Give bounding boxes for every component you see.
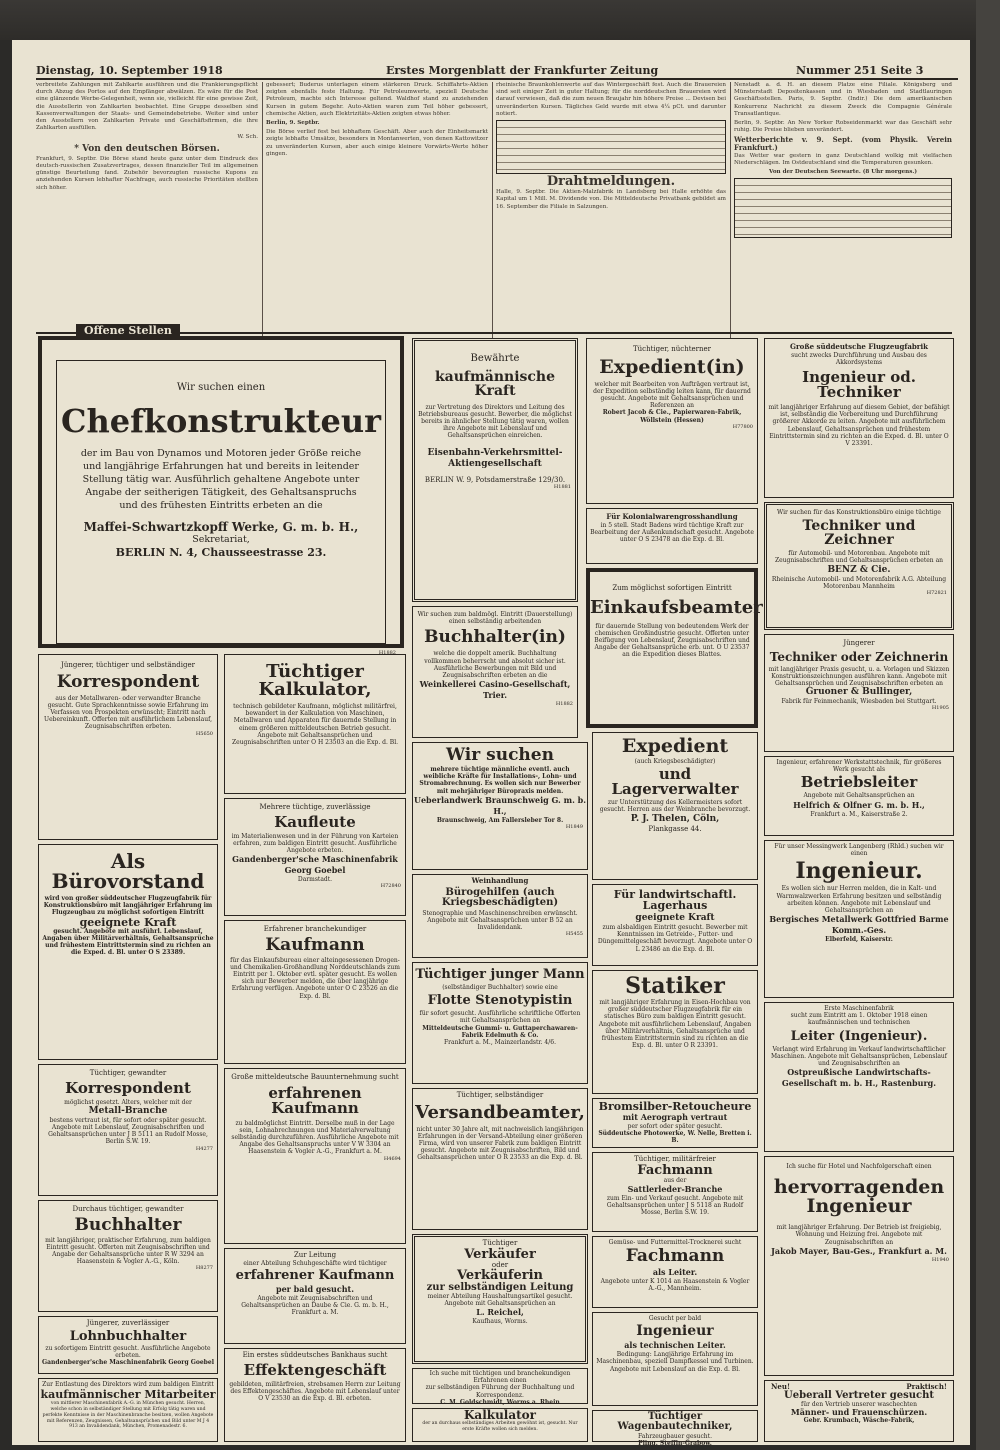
- ad-intro: Wir suchen einen: [176, 382, 266, 393]
- ad-bueroverwalter-flug: [38, 844, 218, 1060]
- ad-body: zur selbständigen Führung der Buchhaltung und Korrespondenz.: [425, 1384, 575, 1399]
- ad-body: mit langjähriger, praktischer Erfahrung, zum baldigen Eintritt gesucht. Offerten mit Zeugnisabschriften und Angabe der Gehaltsansprüche unter R W 3294 an Haasenstein & Vogler A.-G., Köln.: [45, 1236, 211, 1266]
- column-4-heading: Wetterberichte v. 9. Sept. (vom Physik. Verein Frankfurt.): [734, 135, 952, 152]
- ad-wir-suchen: [412, 742, 588, 870]
- ad-intro: Tüchtiger, nüchterner: [632, 345, 712, 353]
- ad-headline: Lohnbuchhalter: [69, 1328, 187, 1344]
- ad-intro: Für Kolonialwarengrosshandlung: [606, 512, 738, 521]
- ad-headline: Kaufleute: [274, 812, 356, 831]
- ad-headline: Tüchtiger Wagenbautechniker,: [617, 1411, 733, 1432]
- ad-company: Gandenberger'sche Maschinenfabrik Georg Goebel: [42, 1358, 214, 1366]
- ad-bromsilber: [592, 1098, 758, 1148]
- column-divider: [262, 82, 263, 338]
- ad-company: Süddeutsche Photowerke, W. Nelle, Bretten i. B.: [598, 1130, 752, 1145]
- ad-reference: H77800: [732, 423, 753, 430]
- ad-body-2: Angebote mit Zeugnisabschriften und Gehaltsansprüchen an Daube & Cie. G. m. b. H., Frankfurt a. M.: [241, 1294, 389, 1317]
- ad-address: Fabrik für Feinmechanik, Wiesbaden bei Stuttgart.: [781, 698, 937, 706]
- ad-body: aus der Metallwaren- oder verwandter Branche gesucht. Gute Sprachkenntnisse sowie Erfahrung im Verfassen von Prospekten erwünscht; Eintritt nach Uebereinkunft. Offerten mit ausführlichem Lebenslauf, Zeugnisabschriften erbeten.: [44, 694, 212, 731]
- ad-body: zur Vertretung des Direktors und Leitung des Betriebsbureaus gesucht. Bewerber, die möglichst bereits in ähnlicher Stellung tätig waren, wollen ihre Angebote mit Lebenslauf und Gehaltsansprüchen einreichen.: [418, 403, 572, 440]
- ad-headline: Bürogehilfen (auch Kriegsbeschädigten): [441, 886, 559, 908]
- ad-intro: Große süddeutsche Flugzeugfabrik: [790, 342, 928, 351]
- header-paper-name: Erstes Morgenblatt der Frankfurter Zeitung: [386, 64, 659, 77]
- ad-reference: H5650: [195, 730, 213, 737]
- text-column-4: [734, 82, 952, 332]
- ad-kaufm-mitarbeiter: [38, 1378, 218, 1442]
- ad-hervorragenden-ingenieur: [764, 1156, 954, 1376]
- ad-headline: Tüchtiger Kalkulator,: [258, 661, 372, 700]
- ad-headline: kaufmännische Kraft: [434, 368, 556, 399]
- ad-headline: Fachmann: [637, 1162, 713, 1178]
- ad-highlight: mit Aerograph vertraut: [622, 1112, 728, 1122]
- ad-reference: H1849: [565, 824, 583, 831]
- ad-department: Sekretariat,: [192, 534, 250, 545]
- ad-intro: Gesucht per bald: [648, 1315, 702, 1322]
- ad-subtitle: sucht zwecks Durchführung und Ausbau des Akkordsystems: [791, 351, 927, 366]
- ad-intro: Jüngerer, tüchtiger und selbständiger: [61, 661, 195, 669]
- ad-effektengeschaeft: [224, 1348, 406, 1442]
- ad-techniker-zeichnerin: [764, 634, 954, 752]
- ad-body: mit langjähriger Erfahrung in Eisen-Hochbau von großer süddeutscher Flugzeugfabrik für ein statisches Büro zum baldigen Eintritt gesucht. Angebote mit ausführlichem Lebenslauf, Angaben über Militärverhältnis, Gehaltsansprüche und frühestem Eintrittstermin sind zu richten an die Exp. d. Bl. unter O R 23391.: [598, 999, 752, 1050]
- column-3-paragraph-2: Halle, 9. Septbr. Die Aktien-Malzfabrik in Landsberg bei Halle erhöhte das Kapital um 1 Mill. M. Dividende von. Die Mitteldeutsche Privatbank gebildet am 16. September die Filiale in Salzungen.: [496, 189, 726, 210]
- ad-body-2: für sofort gesucht. Ausführliche schriftliche Offerten mit Gehaltsansprüchen an: [419, 1010, 581, 1025]
- ad-highlight: geeignete Kraft: [79, 915, 177, 929]
- ad-reference: H4694: [383, 1155, 401, 1162]
- ad-headline: erfahrenen Kaufmann: [268, 1083, 362, 1117]
- ad-intro: Für unser Messingwerk Langenberg (Rhld.) suchen wir einen: [774, 843, 944, 858]
- ad-subtitle: aus der: [663, 1176, 687, 1184]
- ad-headline-2: Flotte Stenotypistin: [427, 993, 573, 1009]
- ad-headline: Ingenieur od. Techniker: [802, 367, 916, 401]
- ad-reference: H72821: [926, 590, 947, 597]
- ad-intro: Tüchtiger: [482, 1239, 518, 1247]
- ad-reference: H5455: [565, 931, 583, 938]
- ad-company: L. Reichel,: [476, 1307, 524, 1318]
- weather-table-title: Von der Deutschen Seewarte. (8 Uhr morgens.): [769, 169, 917, 176]
- ad-intro: Zur Leitung: [293, 1251, 337, 1259]
- ad-goldschmidt: [412, 1368, 588, 1404]
- ad-body: meiner Abteilung Haushaltungsartikel gesucht. Angebote mit Gehaltsansprüchen an: [427, 1293, 573, 1308]
- ad-techniker-zeichner: [764, 502, 954, 630]
- ad-headline: Tüchtiger junger Mann: [415, 967, 585, 982]
- ad-verkaeufer: [412, 1234, 588, 1364]
- ad-kalkulator-1: [224, 654, 406, 794]
- ad-kaufleute: [224, 798, 406, 916]
- ad-company: BENZ & Cie.: [827, 564, 891, 575]
- ad-headline-2: und Lagerverwalter: [611, 765, 739, 799]
- ad-headline: Für landwirtschaftl. Lagerhaus: [613, 888, 737, 912]
- column-1-heading: * Von den deutschen Börsen.: [74, 143, 220, 154]
- ad-company: Gruoner & Bullinger,: [805, 687, 913, 698]
- scan-right-edge: [976, 0, 1000, 1450]
- ad-headline: Ueberall Vertreter gesucht: [784, 1390, 934, 1401]
- ad-body: Fahrzeugbauer gesucht.: [638, 1433, 712, 1440]
- ad-buchhalter: [38, 1200, 218, 1312]
- ad-lagerhaus: [592, 884, 758, 966]
- ad-intro: Zum möglichst sofortigen Eintritt: [612, 584, 732, 592]
- column-2-heading: Berlin, 9. Septbr.: [266, 120, 320, 127]
- ad-body: mit langjähriger Praxis gesucht, u. a. Vorlagen und Skizzen Konstruktionszeichnungen ausführen kann. Angebote mit Gehaltsansprüchen und Zeugnisabschriften erbeten an: [768, 665, 950, 687]
- ad-headline: Statiker: [625, 973, 725, 999]
- ad-intro: Tüchtiger, gewandter: [89, 1069, 167, 1077]
- ad-headline: Einkaufsbeamter: [590, 596, 763, 618]
- ad-headline: Betriebsleiter: [800, 773, 918, 792]
- ad-intro: Weinhandlung: [471, 876, 529, 885]
- ad-body: technisch gebildeter Kaufmann, möglichst militärfrei, bewandert in der Kalkulation von Maschinen, Metallwaren und Apparaten für dauernde Stellung in einem größeren mitteldeutschen Betrieb gesucht. Angebote mit Gehaltsansprüchen und Zeugnisabschriften unter O H 23503 an die Exp. d. Bl.: [231, 703, 399, 747]
- ad-intro: Erfahrener branchekundiger: [263, 925, 367, 933]
- ad-company: Bergisches Metallwerk Gottfried Barme Komm.-Ges.: [769, 914, 949, 936]
- ad-lohnbuchhalter: [38, 1316, 218, 1374]
- ad-address: BERLIN W. 9, Potsdamerstraße 129/30.: [424, 475, 566, 484]
- column-3-paragraph: rheinische Braunkohlenwerte auf das Wintergeschäft fest. Auch die Brauereien sind seit einiger Zeit in guter Haltung; für die norddeutschen Brauereien wird darauf verwiesen, daß die zum neuen Braujahr hin höhere Preise ... Devisen bei unveränderten Kursen. Tägliches Geld wurde mit etwa 4¼ pCt. und darunter notiert.: [496, 82, 726, 117]
- ad-wagenbautechniker: [592, 1410, 758, 1448]
- ad-kolonialwaren: [586, 508, 758, 564]
- ad-body: für Automobil- und Motorenbau. Angebote mit Zeugnisabschriften und Gehaltsansprüchen erbeten an: [774, 550, 944, 565]
- ad-address: Braunschweig, Am Fallersleber Tor 8.: [436, 816, 564, 824]
- ad-reference: H1940: [931, 1256, 949, 1263]
- ad-address: Frankfurt a. M., Mainzerlandstr. 4/6.: [444, 1039, 556, 1047]
- ad-body: Angebote unter K 1014 an Haasenstein & Vogler A.-G., Mannheim.: [600, 1278, 750, 1293]
- ad-ingenieur-messingwerk: [764, 840, 954, 998]
- ad-headline: Ingenieur: [636, 1323, 714, 1340]
- ad-body: sucht zum Eintritt am 1. Oktober 1918 einen kaufmännischen und technischen: [790, 1012, 928, 1027]
- scan-top-border: [0, 0, 1000, 40]
- column-4-paragraph-2: Berlin, 9. Septbr. An New Yorker Robseidenmarkt war das Geschäft sehr ruhig. Die Preise blieben unverändert.: [734, 120, 952, 134]
- ad-address: Kaufhaus, Worms.: [472, 1318, 528, 1326]
- ad-headline: Buchhalter(in): [424, 627, 566, 648]
- ad-body: zum Ein- und Verkauf gesucht. Angebote mit Gehaltsansprüchen unter J S 5118 an Rudolf Mosse, Berlin S.W. 19.: [606, 1194, 744, 1217]
- ad-body: Es wollen sich nur Herren melden, die in Kalt- und Warmwalzwerken Erfahrung besitzen und selbständig arbeiten können. Angebote mit Lebenslauf und Gehaltsansprüchen an: [776, 885, 942, 915]
- ad-body: mit langjähriger Erfahrung auf diesem Gebiet, der befähigt ist, selbständig die Vorbereitung und Durchführung größerer Akkorde zu leiten. Angebote mit ausführlichem Lebenslauf, Gehaltsansprüchen und frühestem Eintrittstermin sind zu richten an die Exped. d. Bl. unter O V 23391.: [768, 403, 950, 447]
- ad-headline: Korrespondent: [65, 1078, 191, 1097]
- column-3-heading: Drahtmeldungen.: [546, 174, 676, 190]
- ad-body: welcher mit Bearbeiten von Aufträgen vertraut ist, der Expedition selbständig leiten kann, für dauernd gesucht. Angebote mit Gehaltsansprüchen und Referenzen an: [593, 380, 751, 410]
- ad-company: Pling. Steffin-Grabow.: [638, 1440, 712, 1448]
- ad-body: im Materialienwesen und in der Führung von Karteien erfahren, zum baldigen Eintritt gesucht. Ausführliche Angebote erbeten.: [231, 832, 399, 854]
- ad-intro: Erste Maschinenfabrik: [824, 1005, 894, 1012]
- ad-expedient: [586, 338, 758, 504]
- ad-body: wird von großer süddeutscher Flugzeugfabrik für Konstruktionsbüro mit langjähriger Erfahrung im Flugzeugbau zu möglichst sofortigen Eintritt: [43, 895, 213, 917]
- column-2-paragraph: gebessert; Buderus unterlagen einem stärkeren Druck. Schiffahrts-Aktien zeigten ebenfalls feste Haltung. Für Petroleumwerte, speziell Deutsche Petroleum, machte sich Interesse geltend. Waldhof stand zu anziehenden Kursen in gutem Begehr. Auto-Aktien waren zum Teil höher gebessert, chemische Aktien, auch Elektrizitäts-Aktien zeigten etwas höher.: [266, 82, 488, 117]
- ad-reference: H1881: [553, 484, 571, 491]
- ad-body-2: Verlangt wird Erfahrung im Verkauf landwirtschaftlicher Maschinen. Angebote mit Gehaltsansprüchen, Lebenslauf und Zeugnisabschriften an: [770, 1045, 948, 1068]
- ad-company: C. M. Goldschmidt, Worms a. Rhein: [440, 1398, 560, 1406]
- ad-korrespondent-1: [38, 654, 218, 840]
- weather-table: [734, 178, 952, 238]
- ad-kaufmaennische-kraft: [412, 338, 578, 602]
- ad-chefkonstrukteur: [38, 336, 404, 656]
- ad-company: Maffei-Schwartzkopff Werke, G. m. b. H.,: [83, 520, 359, 534]
- ad-headline: Buchhalter: [74, 1214, 182, 1235]
- ad-headline: Expedient(in): [599, 355, 745, 378]
- ad-body: möglichst gesetzt. Alters, welcher mit der: [64, 1098, 192, 1106]
- ad-headline: Expedient: [621, 735, 729, 757]
- ad-body-2: bestens vertraut ist, für sofort oder später gesucht. Angebote mit Lebenslauf, Zeugnisabschriften und Gehaltsansprüchen unter J B 5111 an Rudolf Mosse, Berlin S.W. 19.: [48, 1116, 208, 1146]
- ad-company: Eisenbahn-Verkehrsmittel-Aktiengesellschaft: [427, 447, 563, 469]
- ad-leiter-ingenieur: [764, 1002, 954, 1152]
- ad-headline-2: Verkäuferin: [457, 1268, 543, 1283]
- ad-versandbeamter: [412, 1088, 588, 1230]
- ad-headline: Kaufmann: [265, 934, 365, 955]
- ad-tag-practical: Praktisch!: [906, 1382, 947, 1391]
- ad-intro: Ein erstes süddeutsches Bankhaus sucht: [242, 1351, 388, 1359]
- text-column-2: [266, 82, 488, 332]
- ad-headline: Effektengeschäft: [243, 1360, 387, 1379]
- ad-headline: Wir suchen: [446, 745, 554, 765]
- ad-reference: H8277: [195, 1265, 213, 1272]
- ad-headline: Techniker und Zeichner: [802, 518, 916, 549]
- ad-body: zum alsbaldigen Eintritt gesucht. Bewerber mit Kenntnissen im Getreide-, Futter- und Düngemittelgeschäft bevorzugt. Angebote unter O L 23486 an die Exp. d. Bl.: [597, 924, 753, 953]
- ad-headline: Bromsilber-Retoucheure: [598, 1100, 752, 1113]
- ad-company: Gebr. Krumbach, Wäsche-Fabrik,: [803, 1417, 915, 1425]
- ad-intro: Bewährte: [470, 353, 520, 364]
- ad-ingenieur-techn-leiter: [592, 1312, 758, 1406]
- ad-address: Frankfurt a. M., Kaiserstraße 2.: [810, 810, 908, 818]
- ad-intro: Durchaus tüchtiger, gewandter: [72, 1205, 184, 1213]
- ad-body: der an durchaus selbständiges Arbeiten gewöhnt ist, gesucht. Nur erste Kräfte wollen sich melden.: [422, 1421, 578, 1432]
- ad-highlight: Sattlerleder-Branche: [627, 1183, 723, 1194]
- column-4-paragraph-3: Das Wetter war gestern in ganz Deutschland wolkig mit vielfachen Niederschlägen. Im Ostdeutschland sind die Temperaturen gesunken.: [734, 152, 952, 167]
- ad-intro: Wir suchen zum baldmögl. Eintritt (Dauerstellung) einen selbständig arbeitenden: [417, 611, 573, 626]
- ad-body: gebildeten, militärfreien, strebsamen Herrn zur Leitung des Effektengeschäftes. Angebote mit Lebenslauf unter O V 23530 an die Exp. d. Bl. erbeten.: [229, 1380, 401, 1402]
- ad-body: (selbständiger Buchhalter) sowie eine: [442, 984, 558, 991]
- ad-company: Helfrich & Olfner G. m. b. H.,: [793, 799, 925, 810]
- ad-reference: H1882: [378, 650, 396, 656]
- ad-buchhalterin: [412, 606, 578, 738]
- ad-reference: H1905: [931, 705, 949, 712]
- ad-headline: Techniker oder Zeichnerin: [769, 649, 949, 664]
- ad-subtitle: oder: [491, 1260, 509, 1269]
- ad-company: Mitteldeutsche Gummi- u. Guttaperchawaren-Fabrik Edelmuth & Co.: [422, 1024, 578, 1039]
- ad-intro: Ich suche für Hotel und Nachfolgerschaft einen: [786, 1163, 932, 1170]
- column-2-paragraph-2: Die Börse verlief fest bei lebhaftem Geschäft. Aber auch der Einheitsmarkt zeigte lebhafte Umsätze, besonders in Montanwerten, von denen Kattowitzer zu unveränderten Kursen, aber auch einige kleinere Vorwärts-Werte höher gingen.: [266, 129, 488, 157]
- ad-korrespondent-metall: [38, 1064, 218, 1196]
- ad-body: welche die doppelt amerik. Buchhaltung vollkommen beherrscht und absolut sicher ist. Ausführliche Bewerbungen mit Bild und Zeugnisabschriften erbeten an die: [424, 650, 566, 680]
- ad-reference: H72840: [380, 883, 401, 890]
- ad-body: in 5 stell. Stadt Badens wird tüchtige Kraft zur Bearbeitung der Außenkundschaft gesucht. Angebote unter O S 23478 an die Exp. d. Bl.: [590, 521, 754, 543]
- header-date: Dienstag, 10. September 1918: [36, 64, 223, 77]
- ad-address: Rheinische Automobil- und Motorenfabrik A.G. Abteilung Motorenbau Mannheim: [771, 575, 947, 590]
- ad-intro: Jüngerer, zuverlässiger: [86, 1319, 170, 1327]
- ad-body-2: gesucht. Angebote mit ausführl. Lebenslauf, Angaben über Militärverhältnis, Gehaltsansprüche und frühestem Eintrittstermin sind zu richten an die Exped. d. Bl. unter O S 23389.: [42, 927, 214, 957]
- ad-body: von mittlerer Maschinenfabrik A.-G. in München gesucht. Herren, welche schon in selbständiger Stellung mit Erfolg tätig waren und perfekte Kenntnisse in der Maschinenbranche besitzen, wollen Angebote mit Referenzen, Zeugnissen, Gehaltsansprüchen und Bild unter M J 4 913 an Invalidendank, München, Promenadestr. 6.: [42, 1401, 214, 1430]
- ad-headline: Chefkonstrukteur: [61, 402, 381, 440]
- ad-body: Bedingung: Langjährige Erfahrung im Maschinenbau, speziell Dampfkessel und Turbinen. Angebote mit Lebenslauf an die Exp. d. Bl.: [596, 1351, 754, 1373]
- ad-company: Ostpreußische Landwirtschafts-Gesellschaft m. b. H., Rastenburg.: [781, 1067, 937, 1089]
- header-page-number: Nummer 251 Seite 3: [796, 64, 924, 77]
- column-1-signature: W. Sch.: [237, 134, 258, 141]
- ad-ingenieur-techniker: [764, 338, 954, 498]
- ad-body: der im Bau von Dynamos und Motoren jeder Größe reiche und langjährige Erfahrungen hat und bereits in leitender Stellung tätig war. Ausführlich gehaltene Angebote unter Angabe der seitherigen Tätigkeit, des Gehaltsanspruchs und des frühesten Eintritts erbeten an die: [80, 448, 362, 511]
- ad-headline: Korrespondent: [56, 671, 200, 692]
- ad-body: einer Abteilung Schuhgeschäfte wird tüchtiger: [243, 1259, 387, 1267]
- market-rate-table: [496, 120, 726, 174]
- ad-body: mit langjähriger Erfahrung. Der Betrieb ist freigiebig, Wohnung und Heizung frei. Angebote mit Zeugnisabschriften an: [776, 1224, 942, 1246]
- ad-kaufmann-drogen: [224, 920, 406, 1064]
- ad-statiker: [592, 970, 758, 1094]
- column-divider: [730, 82, 731, 338]
- ad-headline: Ingenieur.: [795, 858, 923, 885]
- text-column-1: [36, 82, 258, 332]
- ad-highlight: Männer- und Frauenschürzen.: [790, 1407, 928, 1418]
- ad-body: Stenographie und Maschinenschreiben erwünscht. Angebote mit Gehaltsansprüchen unter B 52 an Invalidendank.: [422, 909, 578, 931]
- column-1-paragraph-2: Frankfurt, 9. Septbr. Die Börse stand heute ganz unter dem Eindruck des deutsch-russischen Zusatzvertrages, dessen finanzieller Teil im allgemeinen günstige Beurteilung fand. Zubehör bevorzugten russische Kupons zu anziehenden Kursen lebhafter Nachfrage, auch russische Prioritäten stellten sich höher.: [36, 155, 258, 191]
- ad-headline: Kalkulator: [463, 1408, 536, 1422]
- ad-erfahrenen-kaufmann: [224, 1068, 406, 1244]
- ad-body: für dauernde Stellung von bedeutendem Werk der chemischen Großindustrie gesucht. Offerten unter Beifügung von Lebenslauf, Zeugnisabschriften und Angabe der Gehaltsansprüche erb. unt. O U 23537 an die Expedition dieses Blattes.: [594, 622, 750, 659]
- ad-kalkulator-2: [412, 1408, 588, 1442]
- ad-junger-mann: [412, 962, 588, 1084]
- ad-body: per sofort oder später gesucht.: [627, 1123, 723, 1130]
- ad-company: Ueberlandwerk Braunschweig G. m. b. H.,: [413, 794, 587, 816]
- ad-body: nicht unter 30 Jahre alt, mit nachweislich langjährigen Erfahrungen in der Versand-Abteilung einer größeren Firma, wird von unserer Fabrik zum baldigen Eintritt gesucht. Angebote mit Zeugnisabschriften, Bild und Gehaltsansprüchen unter O R 23533 an die Exp. d. Bl.: [416, 1125, 584, 1162]
- ad-body: Angebote mit Gehaltsansprüchen an: [803, 792, 915, 800]
- ad-body: für den Vertrieb unserer waschechten: [801, 1401, 917, 1408]
- ad-company: Jakob Mayer, Bau-Ges., Frankfurt a. M.: [771, 1245, 947, 1256]
- ad-buerogehilfen: [412, 874, 588, 958]
- column-1-paragraph: verbreitete Zahlungen mit Zahlkarte ausführen und die Frankierungspflicht durch Abzug des Portos auf den Empfänger abwälzen. Es wäre für die Post eine glänzende Werbe-Gelegenheit, wenn sie, vielleicht für eine gewisse Zeit, die Ausstellerin von Zahlkarten beobachtet. Eine Gruppe desselben sind Kassenverwaltungen der Staats- und Gemeindebetriebe. Weiter sind unter den Ausstellern von Zahlkarten Private und Geschäftsfirmen, die ihre Zahlkarten ausfüllen.: [36, 82, 258, 132]
- ad-address: Plankgasse 44.: [648, 824, 702, 833]
- ad-vertreter-schuerzen: [764, 1380, 954, 1442]
- ad-highlight: zur selbständigen Leitung: [426, 1282, 574, 1293]
- ad-betriebsleiter: [764, 756, 954, 836]
- text-column-3: [496, 82, 726, 332]
- ad-reference: H1882: [555, 701, 573, 708]
- ad-intro: Wir suchen für das Konstruktionsbüro einige tüchtige: [777, 509, 941, 516]
- ad-company: Robert Jacob & Cie., Papierwaren-Fabrik, Wöllstein (Hessen): [602, 409, 742, 424]
- page-header: [36, 64, 958, 80]
- ad-headline: Leiter (Ingenieur).: [790, 1028, 928, 1044]
- ad-company: Gandenberger'sche Maschinenfabrik Georg Goebel: [232, 854, 398, 876]
- ad-intro: Jüngerer: [843, 639, 875, 647]
- ad-intro: Große mitteldeutsche Bauunternehmung sucht: [231, 1073, 399, 1081]
- ad-address: Elberfeld, Kaiserstr.: [825, 936, 893, 944]
- ad-intro: Tüchtiger, selbständiger: [456, 1091, 544, 1099]
- ad-subtitle: als technischen Leiter.: [624, 1340, 726, 1351]
- ad-body: für das Einkaufsbureau einer alteingesessenen Drogen- und Chemikalien-Großhandlung Norddeutschlands zum Eintritt per 1. Oktober evtl. später gesucht. Es wollen sich nur Bewerber melden, die über langjährige Erfahrung verfügen. Angebote unter O C 23526 an die Exp. d. Bl.: [230, 956, 400, 1000]
- ad-body: mehrere tüchtige männliche eventl. auch weibliche Kräfte für Installations-, Lohn- und Stromabrechnung. Es wollen sich nur Bewerber mit mehrjähriger Büropraxis melden.: [419, 766, 581, 795]
- ad-expedient-lagerverwalter: [592, 732, 758, 880]
- ad-headline: erfahrener Kaufmann: [235, 1267, 395, 1283]
- ad-headline: Versandbeamter,: [415, 1101, 585, 1123]
- ad-company: P. J. Thelen, Cöln,: [630, 813, 720, 824]
- ad-company: Weinkellerei Casino-Gesellschaft, Trier.: [419, 679, 571, 701]
- ad-intro: (auch Kriegsbeschädigter): [634, 758, 716, 765]
- ad-tag-new: Neu!: [771, 1382, 791, 1391]
- ad-body: zur Unterstützung des Kellermeisters sofort gesucht. Herren aus der Weinbranche bevorzugt.: [599, 799, 751, 814]
- column-divider: [492, 82, 493, 338]
- ad-intro: Tüchtiger, militärfreier: [634, 1155, 716, 1163]
- ad-einkaufsbeamter: [586, 568, 763, 728]
- ad-highlight: geeignete Kraft: [635, 913, 715, 923]
- ad-zur-leitung: [224, 1248, 406, 1344]
- ad-intro: Ingenieur, erfahrener Werkstattstechnik, für größeres Werk gesucht als: [776, 759, 942, 774]
- ad-reference: H4277: [195, 1145, 213, 1152]
- ad-address: BERLIN N. 4, Chausseestrasse 23.: [115, 546, 327, 559]
- ad-highlight: per bald gesucht.: [275, 1283, 355, 1294]
- ad-highlight: Metall-Branche: [88, 1105, 168, 1116]
- ad-headline: hervorragenden Ingenieur: [773, 1176, 945, 1218]
- ad-headline: Fachmann: [625, 1246, 725, 1267]
- ad-fachmann-leiter: [592, 1236, 758, 1308]
- ad-body: zu baldmöglichst Eintritt. Derselbe muß in der Lage sein, Lohnabrechnungen und Materialverwaltung selbständig durchzuführen. Ausführliche Angebote mit Angabe des Gehaltsanspruchs unter V W 3304 an Haasenstein & Vogler A.-G., Frankfurt a. M.: [231, 1119, 399, 1156]
- section-label-offene-stellen: Offene Stellen: [76, 324, 180, 337]
- ad-intro: Zur Entlastung des Direktors wird zum baldigen Eintritt: [42, 1381, 214, 1388]
- ad-fachmann-sattler: [592, 1152, 758, 1232]
- ad-intro: Ich suche mit tüchtigen und branchekundigen Erfahrenen einen: [429, 1370, 571, 1385]
- ad-address: Darmstadt.: [297, 876, 333, 884]
- newspaper-page: [12, 40, 970, 1448]
- ad-headline: Verkäufer: [464, 1246, 536, 1262]
- ad-headline: Als Bürovorstand: [51, 849, 205, 893]
- ad-intro: Gemüse- und Futtermittel-Trocknerei sucht: [608, 1239, 742, 1246]
- ad-intro: Mehrere tüchtige, zuverlässige: [259, 803, 371, 811]
- column-4-paragraph: Nenstadt a. d. H. an diesem Platze eine Filiale. Königsberg und Münsterstadt Depositenkassen und in Wiesbaden und Stadtlauringen Geschäftsstellen. Paris, 9. Septbr. (Indir.) Die dem amerikanischen Konkurrenz Nachricht zu diesem Zweck die Compagnie Générale Transatlantique.: [734, 82, 952, 117]
- ad-headline: kaufmännischer Mitarbeiter: [40, 1388, 216, 1402]
- ad-subtitle: als Leiter.: [652, 1267, 698, 1278]
- ad-body: zu sofortigem Eintritt gesucht. Ausführliche Angebote erbeten.: [45, 1344, 211, 1359]
